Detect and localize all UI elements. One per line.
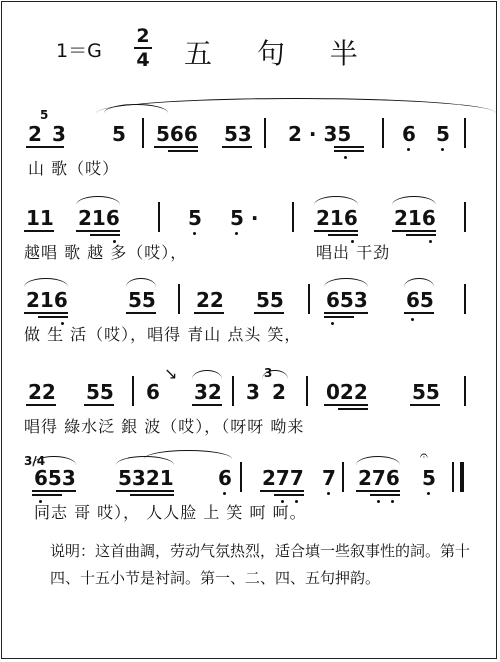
final-barline-thin: [452, 462, 454, 492]
barline: [178, 284, 180, 314]
sixteenth-beam: [274, 494, 304, 496]
note-group: 2 · 35: [288, 122, 352, 146]
low-octave-dot: [331, 322, 334, 325]
low-octave-dot: [427, 492, 430, 495]
note-group: 6: [402, 122, 416, 146]
sixteenth-beam: [90, 234, 120, 236]
sixteenth-beam: [168, 150, 198, 152]
sixteenth-beam: [334, 150, 364, 152]
sixteenth-beam: [130, 494, 174, 496]
grace-note: 3: [264, 366, 273, 380]
eighth-beam: [260, 490, 304, 492]
final-barline-thick: [460, 462, 464, 492]
barline: [342, 462, 344, 492]
eighth-beam: [26, 146, 64, 148]
low-octave-dot: [327, 492, 330, 495]
sixteenth-beam: [370, 494, 400, 496]
low-octave-dot: [193, 232, 196, 235]
eighth-beam: [32, 490, 76, 492]
barline: [232, 376, 234, 406]
eighth-beam: [334, 146, 364, 148]
sixteenth-beam: [338, 408, 368, 410]
barline: [308, 284, 310, 314]
low-octave-dot: [407, 148, 410, 151]
eighth-beam: [24, 230, 54, 232]
note-group: 55: [86, 380, 114, 404]
slur: [192, 370, 222, 379]
note-group: 5321: [118, 466, 174, 490]
note-group: 216: [26, 288, 68, 312]
score-line-2: [24, 180, 480, 270]
eighth-beam: [116, 490, 174, 492]
score-line-5: [24, 440, 480, 530]
barline: [264, 118, 266, 148]
meter-top: 2: [136, 25, 150, 47]
sixteenth-beam: [324, 316, 354, 318]
fermata-icon: 𝄐: [420, 448, 428, 464]
eighth-beam: [324, 404, 368, 406]
sixteenth-beam: [406, 234, 436, 236]
barline: [464, 284, 466, 314]
low-octave-dot: [411, 318, 414, 321]
note-group: 2: [272, 380, 286, 404]
note-group: 3: [246, 380, 260, 404]
low-octave-dot: [391, 500, 394, 503]
eighth-beam: [24, 312, 68, 314]
note-group: 653: [34, 466, 76, 490]
eighth-beam: [392, 230, 436, 232]
note-group: 022: [326, 380, 368, 404]
time-change: 3/4: [24, 454, 46, 468]
eighth-beam: [254, 312, 284, 314]
note-group: 216: [394, 206, 436, 230]
slur: [24, 278, 68, 287]
eighth-beam: [26, 404, 56, 406]
slur: [392, 196, 436, 205]
meter-bottom: 4: [136, 49, 150, 71]
score-line-1: [24, 96, 480, 186]
note-group: 216: [316, 206, 358, 230]
note-group: 2: [28, 122, 42, 146]
note-group: 65: [406, 288, 434, 312]
lyric-line: 唱出 干劲: [316, 243, 391, 262]
slur: [262, 370, 288, 379]
slur: [314, 196, 358, 205]
note-group: 22: [28, 380, 56, 404]
slur: [324, 278, 368, 287]
barline: [464, 376, 466, 406]
low-octave-dot: [344, 156, 347, 159]
note-group: 5: [422, 466, 436, 490]
explanation-note: 说明：这首曲調，劳动气氛热烈，适合填一些叙事性的詞。第十四、十五小节是衬詞。第一、二、四、五句押韵。: [50, 542, 471, 587]
slur: [356, 456, 400, 465]
note-group: 566: [156, 122, 198, 146]
barline: [142, 118, 144, 148]
note-group: 22: [196, 288, 224, 312]
note-group: 6: [146, 380, 160, 404]
note-group: 55: [256, 288, 284, 312]
slur: [404, 278, 434, 287]
low-octave-dot: [441, 148, 444, 151]
eighth-beam: [314, 230, 358, 232]
note-group: 5: [188, 206, 202, 230]
slur: [76, 196, 120, 205]
eighth-beam: [324, 312, 368, 314]
eighth-beam: [410, 404, 440, 406]
slur: [32, 456, 76, 465]
note-group: 55: [412, 380, 440, 404]
key-signature: 1＝G: [56, 40, 102, 62]
slur: [144, 450, 232, 459]
note-group: 216: [78, 206, 120, 230]
note-group: 7: [322, 466, 336, 490]
low-octave-dot: [235, 232, 238, 235]
slur: [126, 278, 156, 287]
sixteenth-beam: [38, 316, 68, 318]
note-group: 11: [26, 206, 54, 230]
score-line-3: [24, 262, 480, 352]
low-octave-dot: [429, 240, 432, 243]
score-line-4: [24, 354, 480, 444]
arrow-icon: ↘: [164, 364, 178, 383]
note-group: 5: [112, 122, 126, 146]
eighth-beam: [76, 230, 120, 232]
barline: [132, 376, 134, 406]
lyric-line: 做 生 活（哎），唱得 青山 点头 笑，: [24, 325, 302, 344]
low-octave-dot: [223, 492, 226, 495]
eighth-beam: [84, 404, 114, 406]
barline: [292, 202, 294, 232]
grace-note: 5: [40, 108, 49, 122]
eighth-beam: [192, 404, 222, 406]
note-group: 53: [224, 122, 252, 146]
eighth-beam: [222, 146, 252, 148]
lyric-line: 唱得 綠水泛 銀 波（哎），（呀呀 呦来: [24, 417, 305, 436]
eighth-beam: [154, 146, 198, 148]
song-title: 五 句 半: [184, 37, 376, 70]
note-group: 277: [262, 466, 304, 490]
eighth-beam: [126, 312, 156, 314]
eighth-beam: [356, 490, 400, 492]
lyric-line: 越唱 歌 越 多（哎），: [24, 243, 188, 262]
lyric-line: 山 歌（哎）: [28, 159, 120, 178]
note-group: 55: [128, 288, 156, 312]
barline: [306, 376, 308, 406]
note-group: 32: [194, 380, 222, 404]
note-group: 276: [358, 466, 400, 490]
barline: [464, 202, 466, 232]
note-group: 5: [436, 122, 450, 146]
note-group: 6: [218, 466, 232, 490]
eighth-beam: [404, 312, 434, 314]
barline: [464, 118, 466, 148]
low-octave-dot: [377, 500, 380, 503]
barline: [240, 462, 242, 492]
sixteenth-beam: [328, 234, 358, 236]
barline: [158, 202, 160, 232]
lyric-line: 同志 哥 哎）， 人人脸 上 笑 呵 呵。: [34, 503, 307, 522]
eighth-beam: [194, 312, 224, 314]
barline: [382, 118, 384, 148]
note-group: 3: [52, 122, 66, 146]
note-group: 653: [326, 288, 368, 312]
note-group: 5 ·: [230, 206, 259, 230]
sixteenth-beam: [32, 494, 62, 496]
